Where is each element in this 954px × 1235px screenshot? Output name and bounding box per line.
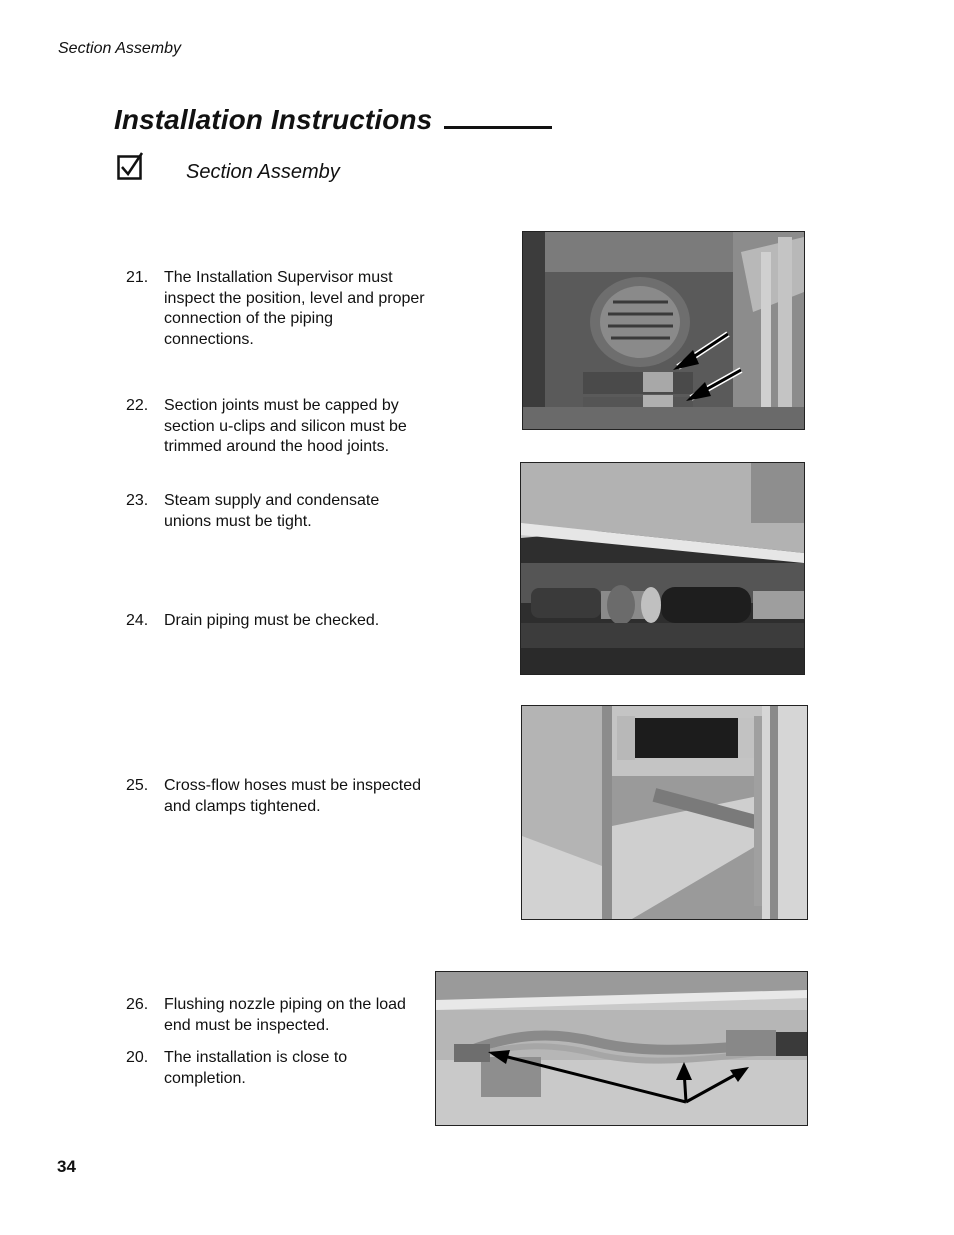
photo-piping-connections — [522, 231, 805, 430]
step-25 — [126, 776, 426, 817]
step-number: 23. — [126, 492, 149, 509]
step-text: The installation is close to completion. — [164, 1049, 348, 1087]
checkbox-checked-icon — [117, 152, 145, 180]
step-23 — [126, 491, 426, 532]
step-number: 20. — [126, 1049, 149, 1066]
photo-cross-flow-hoses — [521, 705, 808, 920]
step-24 — [126, 611, 426, 632]
step-text: Section joints must be capped by section u-clips and silicon must be trimmed around the hood joints. — [164, 397, 407, 455]
step-text: The Installation Supervisor must inspect the position, level and proper connection of the piping connections. — [164, 269, 425, 348]
step-number: 22. — [126, 397, 149, 414]
step-number: 21. — [126, 269, 149, 286]
step-number: 25. — [126, 777, 149, 794]
photo-flushing-nozzle-piping — [435, 971, 808, 1126]
page-number: 34 — [57, 1157, 76, 1176]
photo-drain-piping — [520, 462, 805, 675]
step-number: 24. — [126, 612, 149, 629]
step-22 — [126, 396, 426, 458]
running-header: Section Assemby — [58, 40, 182, 57]
step-26 — [126, 995, 426, 1036]
page-title: Installation Instructions — [114, 104, 433, 135]
title-underline — [444, 126, 552, 129]
section-subtitle: Section Assemby — [186, 161, 340, 183]
step-number: 26. — [126, 996, 149, 1013]
step-21 — [126, 268, 426, 350]
step-text: Steam supply and condensate unions must be tight. — [164, 492, 380, 530]
step-text: Cross-flow hoses must be inspected and clamps tightened. — [164, 777, 421, 815]
page-title-block — [114, 104, 552, 136]
step-20 — [126, 1048, 426, 1089]
step-text: Flushing nozzle piping on the load end must be inspected. — [164, 996, 406, 1034]
step-text: Drain piping must be checked. — [164, 612, 380, 629]
